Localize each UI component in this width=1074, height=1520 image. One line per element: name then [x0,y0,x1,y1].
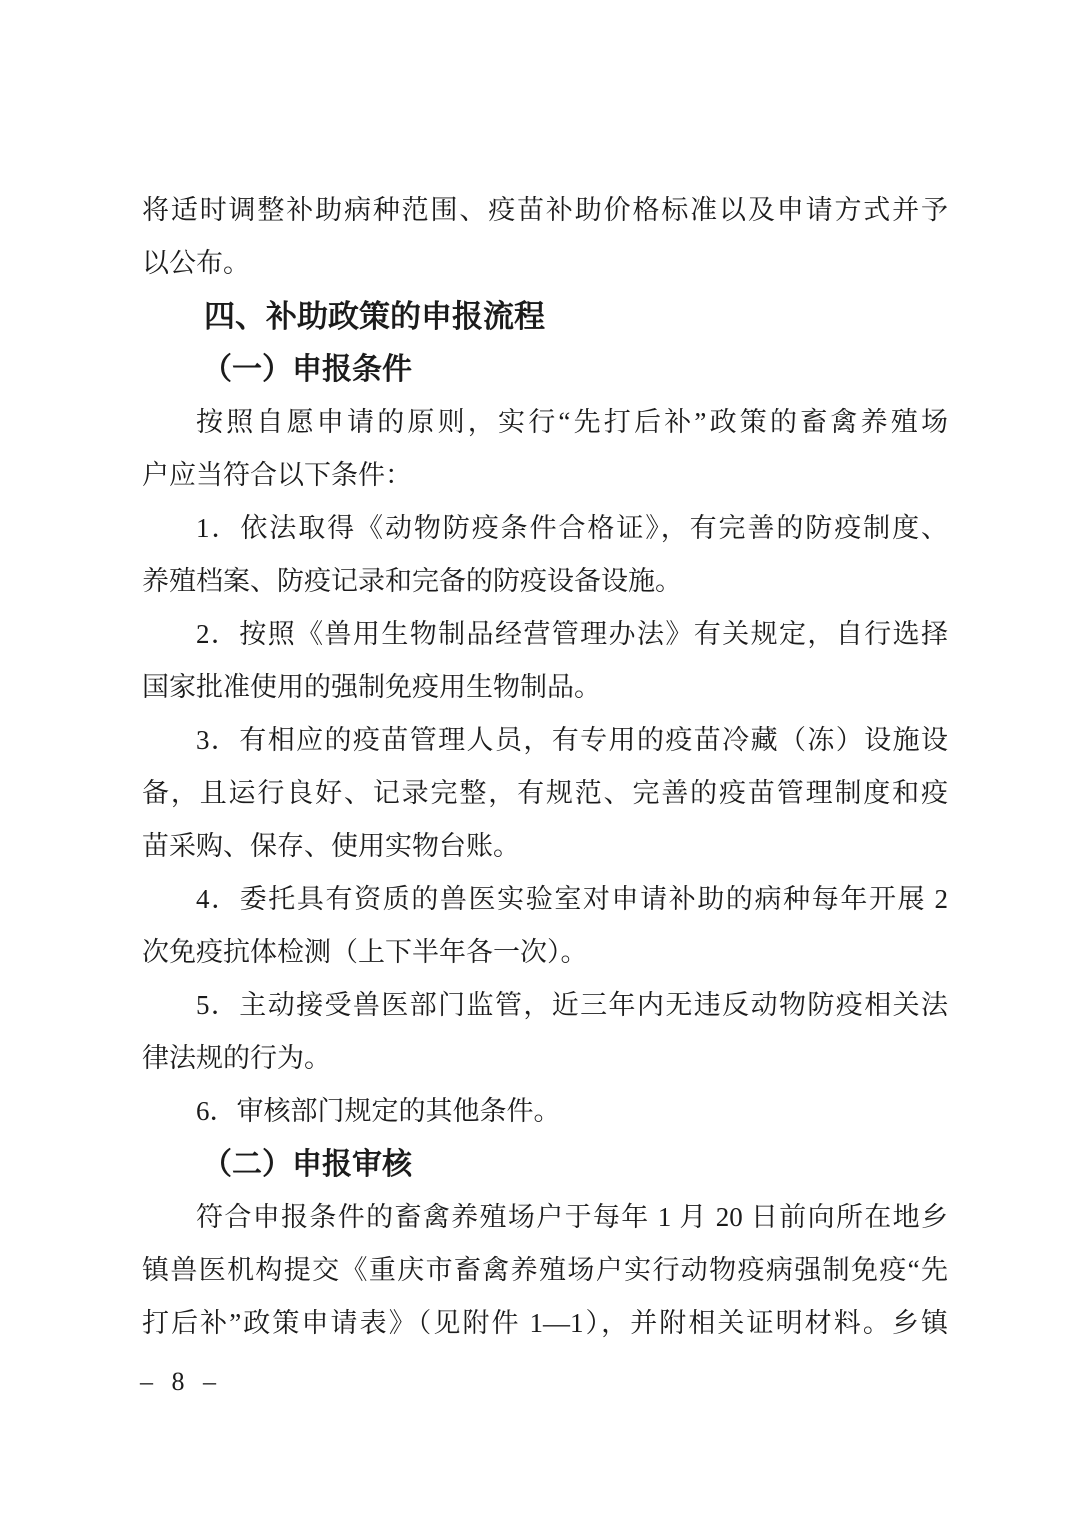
text-line: 1．依法取得《动物防疫条件合格证》，有完善的防疫制度、 [196,513,948,543]
text-line: 律法规的行为。 [142,1043,331,1073]
text-line: 次免疫抗体检测（上下半年各一次）。 [142,937,588,967]
text-line: 户应当符合以下条件： [142,460,412,490]
text-line: 苗采购、保存、使用实物台账。 [142,831,520,861]
text-line: 按照自愿申请的原则，实行“先打后补”政策的畜禽养殖场 [196,407,948,437]
text-line: 打后补”政策申请表》（见附件 1—1），并附相关证明材料。乡镇 [142,1308,948,1338]
subsection-heading: （一）申报条件 [202,353,412,386]
document-body [142,184,948,1350]
text-line: 4．委托具有资质的兽医实验室对申请补助的病种每年开展 2 [196,884,948,914]
text-line: 以公布。 [142,248,250,278]
section-heading: 四、补助政策的申报流程 [204,299,545,334]
text-line: 2．按照《兽用生物制品经营管理办法》有关规定，自行选择 [196,619,948,649]
text-line: 养殖档案、防疫记录和完备的防疫设备设施。 [142,566,682,596]
text-line: 5．主动接受兽医部门监管，近三年内无违反动物防疫相关法 [196,990,948,1020]
text-line: 符合申报条件的畜禽养殖场户于每年 1 月 20 日前向所在地乡 [196,1202,948,1232]
page-number: – 8 – [140,1367,222,1396]
subsection-heading: （二）申报审核 [202,1148,412,1181]
text-line: 国家批准使用的强制免疫用生物制品。 [142,672,601,702]
text-line: 镇兽医机构提交《重庆市畜禽养殖场户实行动物疫病强制免疫“先 [142,1255,948,1285]
text-line: 6．审核部门规定的其他条件。 [196,1096,561,1126]
text-line: 备，且运行良好、记录完整，有规范、完善的疫苗管理制度和疫 [142,778,948,808]
text-line: 3．有相应的疫苗管理人员，有专用的疫苗冷藏（冻）设施设 [196,725,948,755]
text-line: 将适时调整补助病种范围、疫苗补助价格标准以及申请方式并予 [142,195,948,225]
